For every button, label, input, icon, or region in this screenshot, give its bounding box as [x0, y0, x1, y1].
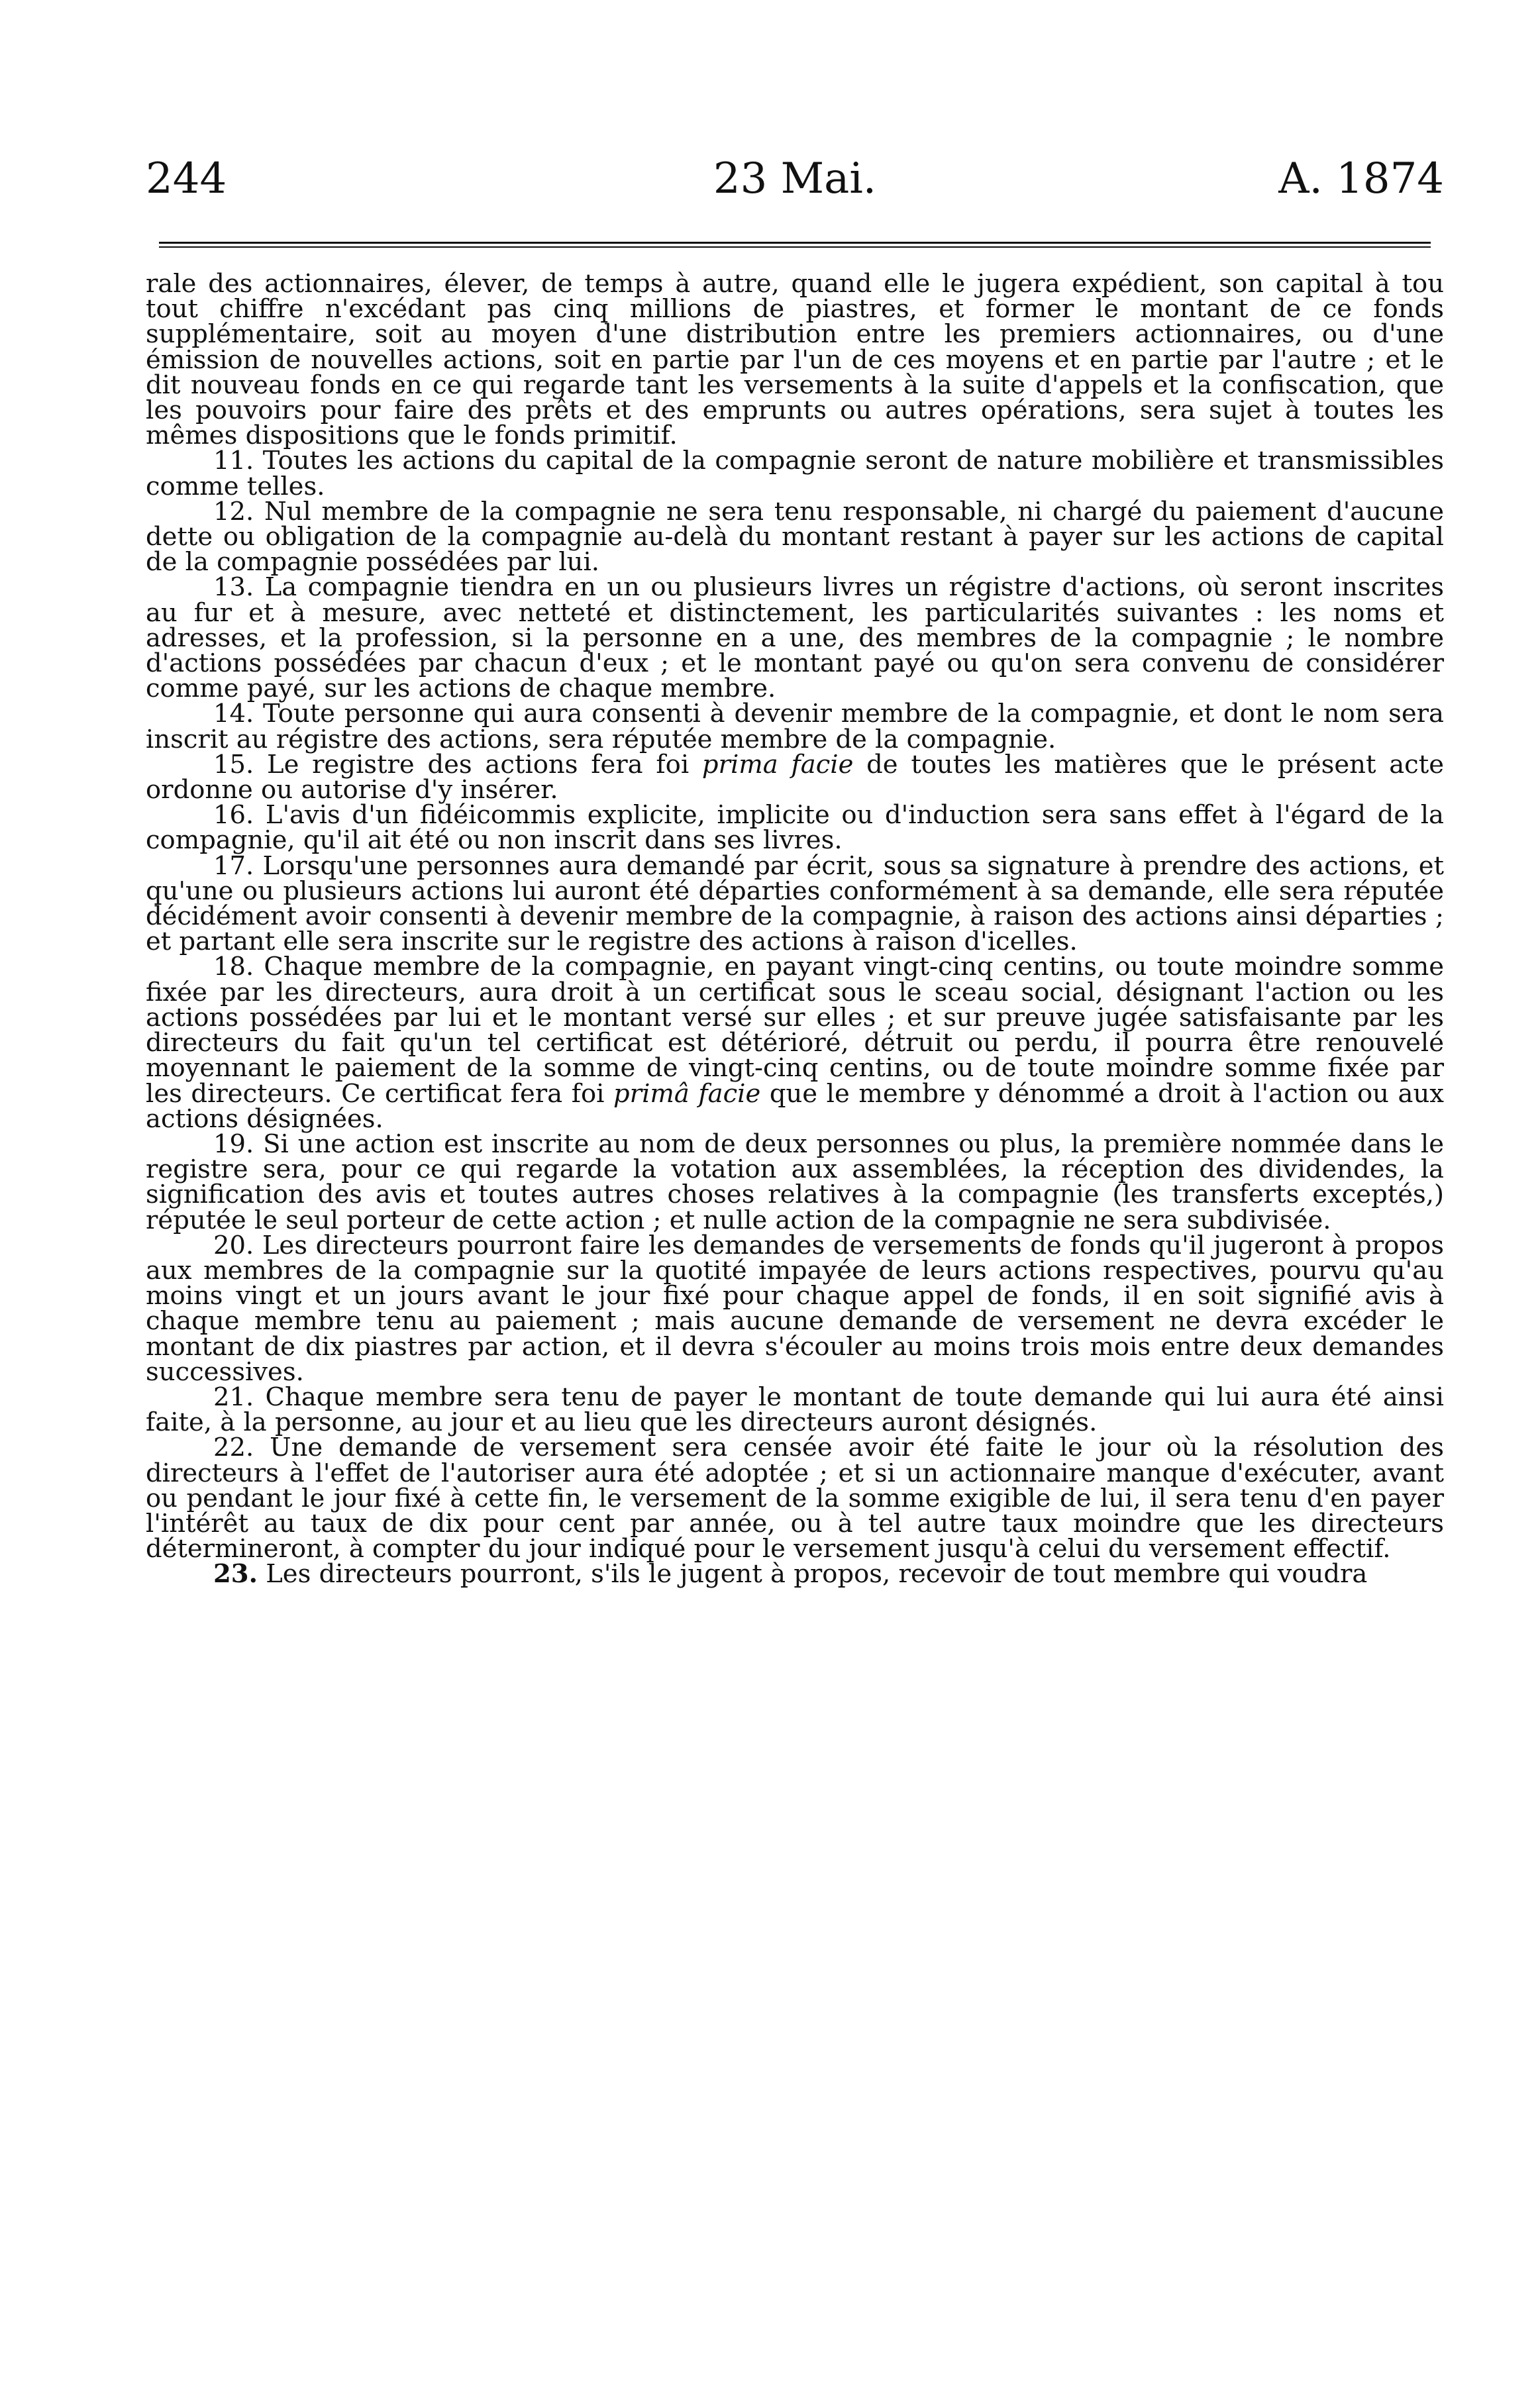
running-title: 23 Mai. — [713, 154, 877, 203]
article-text: Nul membre de la compagnie ne sera tenu responsable, ni chargé du paiement d'aucune dette ou obligation de la compagnie au-delà du montant restant à payer sur les actions de capital de la compagnie possédées par lui. — [146, 496, 1444, 578]
article-number: 12. — [213, 496, 254, 527]
article-16 — [146, 800, 1444, 856]
article-20 — [146, 1230, 1444, 1387]
running-head — [146, 142, 1444, 215]
article-number: 14. — [213, 699, 254, 729]
page-number: 244 — [146, 154, 227, 203]
article-text: Toute personne qui aura consenti à devenir membre de la compagnie, et dont le nom sera inscrit au régistre des actions, sera réputée membre de la compagnie. — [146, 699, 1444, 754]
article-number: 21. — [213, 1382, 254, 1412]
article-text: que le membre y dénommé a droit à l'action ou aux actions désignées. — [146, 1078, 1444, 1134]
article-text: L'avis d'un fidéicommis explicite, implicite ou d'induction sera sans effet à l'égard de la compagnie, qu'il ait été ou non inscrit dans ses livres. — [146, 800, 1444, 856]
article-number: 17. — [213, 850, 254, 881]
header-rule — [159, 242, 1431, 248]
article-text: Le registre des actions fera foi — [267, 749, 702, 780]
article-17 — [146, 850, 1444, 957]
article-text: Une demande de versement sera censée avoir été faite le jour où la résolution des directeurs à l'effet de l'autoriser aura été adoptée ; et si un actionnaire manque d'exécuter, avant ou pendant le jour fixé à cette fin, le versement de la somme exigible de lui, il sera tenu d'en payer l'intérêt au taux de dix pour cent par année, ou à tel autre taux moindre que les directeurs détermineront, à compter du jour indiqué pour le versement jusqu'à celui du versement effectif. — [146, 1433, 1444, 1564]
article-18 — [146, 952, 1444, 1134]
article-text: Les directeurs pourront, s'ils le jugent à propos, recevoir de tout membre qui voudra — [266, 1559, 1368, 1590]
article-text: Si une action est inscrite au nom de deux personnes ou plus, la première nommée dans le registre sera, pour ce qui regarde la votation aux assemblées, la réception des dividendes, la signification des avis et toutes autres choses relatives à la compagnie (les transferts exceptés,) réputée le seul porteur de cette action ; et nulle action de la compagnie ne sera subdivisée. — [146, 1129, 1444, 1235]
continuation-paragraph: rale des actionnaires, élever, de temps à autre, quand elle le jugera expédient, son capital à tou tout chiffre n'excédant pas cinq millions de piastres, et former le montant de ce fonds supplémentaire, soit au moyen d'une distribution entre les premiers actionnaires, ou d'une émission de nouvelles actions, soit en partie par l'un de ces moyens et en partie par l'autre ; et le dit nouveau fonds en ce qui regarde tant les versements à la suite d'appels et la confiscation, que les pouvoirs pour faire des prêts et des emprunts ou autres opérations, sera sujet à toutes les mêmes dispositions que le fonds primitif. — [146, 269, 1444, 451]
article-11 — [146, 448, 1444, 499]
article-number: 15. — [213, 749, 254, 780]
article-number: 11. — [213, 446, 254, 476]
article-text: Chaque membre sera tenu de payer le montant de toute demande qui lui aura été ainsi faite, à la personne, au jour et au lieu que les directeurs auront désignés. — [146, 1382, 1444, 1438]
article-21 — [146, 1382, 1444, 1438]
article-12 — [146, 496, 1444, 578]
article-22 — [146, 1435, 1444, 1562]
latin-phrase: primâ facie — [613, 1078, 761, 1109]
article-text: Les directeurs pourront faire les demandes de versements de fonds qu'il jugeront à propos aux membres de la compagnie sur la quotité impayée de leurs actions respectives, pourvu qu'au moins vingt et un jours avant le jour fixé pour chaque appel de fonds, il en soit signifié avis à chaque membre tenu au paiement ; mais aucune demande de versement ne devra excéder le montant de dix piastres par action, et il devra s'écouler au moins trois mois entre deux demandes successives. — [146, 1230, 1444, 1387]
article-number: 19. — [213, 1129, 254, 1159]
article-number: 16. — [213, 800, 254, 831]
running-year: A. 1874 — [1278, 154, 1444, 203]
latin-phrase: prima facie — [701, 749, 854, 780]
article-number: 22. — [213, 1433, 254, 1463]
article-text: Toutes les actions du capital de la compagnie seront de nature mobilière et transmissibles comme telles. — [146, 446, 1444, 501]
document-page — [146, 142, 1444, 1588]
article-number: 23. — [213, 1559, 258, 1590]
body-text — [146, 269, 1444, 1590]
article-text: Lorsqu'une personnes aura demandé par écrit, sous sa signature à prendre des actions, et qu'une ou plusieurs actions lui auront été départies conformément à sa demande, elle sera réputée décidément avoir consenti à devenir membre de la compagnie, à raison des actions ainsi départies ; et partant elle sera inscrite sur le registre des actions à raison d'icelles. — [146, 850, 1444, 957]
article-text: de toutes les matières que le présent acte ordonne ou autorise d'y insérer. — [146, 749, 1444, 805]
article-15 — [146, 749, 1444, 805]
article-number: 13. — [213, 572, 254, 603]
article-13 — [146, 572, 1444, 704]
article-number: 20. — [213, 1230, 254, 1260]
article-number: 18. — [213, 952, 254, 982]
article-14 — [146, 701, 1444, 752]
article-text: La compagnie tiendra en un ou plusieurs livres un régistre d'actions, où seront inscrites au fur et à mesure, avec netteté et distinctement, les particularités suivantes : les noms et adresses, et la profession, si la personne en a une, des membres de la compagnie ; le nombre d'actions possédées par chacun d'eux ; et le montant payé ou qu'on sera convenu de considérer comme payé, sur les actions de chaque membre. — [146, 572, 1444, 704]
article-19 — [146, 1129, 1444, 1235]
article-23 — [146, 1559, 1444, 1590]
article-text: Chaque membre de la compagnie, en payant vingt-cinq centins, ou toute moindre somme fixée par les directeurs, aura droit à un certificat sous le sceau social, désignant l'action ou les actions possédées par lui et le montant versé sur elles ; et sur preuve jugée satisfaisante par les directeurs du fait qu'un tel certificat est détérioré, détruit ou perdu, il pourra être renouvelé moyennant le paiement de la somme de vingt-cinq centins, ou de toute moindre somme fixée par les directeurs. Ce certificat fera foi — [146, 952, 1444, 1109]
